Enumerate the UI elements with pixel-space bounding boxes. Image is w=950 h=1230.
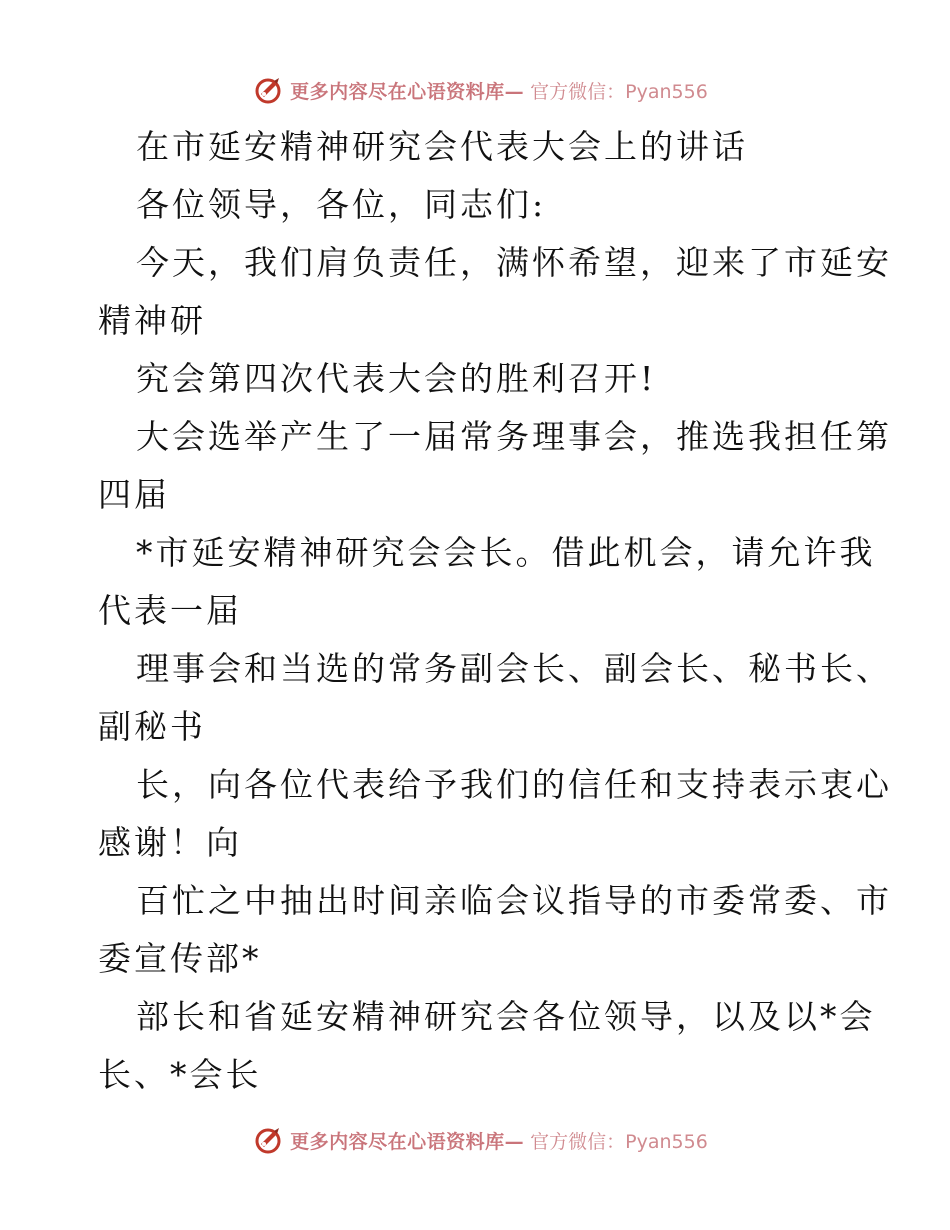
text-line: 代表一届 xyxy=(98,591,242,630)
header-banner xyxy=(0,70,950,110)
header-banner-contact: 官方微信：Pyan556 xyxy=(530,80,708,103)
brand-logo-icon xyxy=(252,74,284,106)
salutation: 各位领导，各位，同志们: xyxy=(136,185,547,224)
text-line: 委宣传部* xyxy=(98,939,262,978)
text-line: 长、*会长 xyxy=(98,1055,262,1094)
header-banner-text: 更多内容尽在心语资料库— xyxy=(290,80,525,103)
document-title: 在市延安精神研究会代表大会上的讲话 xyxy=(136,127,748,166)
text-line: 理事会和当选的常务副会长、副会长、秘书长、 xyxy=(136,649,892,688)
footer-banner-inner xyxy=(242,1124,708,1156)
footer-banner xyxy=(0,1120,950,1160)
text-line: 精神研 xyxy=(98,301,206,340)
text-line: *市延安精神研究会会长。借此机会，请允许我 xyxy=(136,533,876,572)
document-body xyxy=(98,118,892,1104)
text-line: 副秘书 xyxy=(98,707,206,746)
footer-banner-contact: 官方微信：Pyan556 xyxy=(530,1130,708,1153)
text-line: 究会第四次代表大会的胜利召开! xyxy=(136,359,657,398)
text-line: 长，向各位代表给予我们的信任和支持表示衷心 xyxy=(136,765,892,804)
text-line: 大会选举产生了一届常务理事会，推选我担任第 xyxy=(136,417,892,456)
text-line: 部长和省延安精神研究会各位领导，以及以*会 xyxy=(136,997,876,1036)
header-banner-inner xyxy=(242,74,708,106)
text-line: 四届 xyxy=(98,475,170,514)
text-line: 百忙之中抽出时间亲临会议指导的市委常委、市 xyxy=(136,881,892,920)
brand-logo-icon xyxy=(252,1124,284,1156)
text-line: 今天，我们肩负责任，满怀希望，迎来了市延安 xyxy=(136,243,892,282)
text-line: 感谢！向 xyxy=(98,823,242,862)
footer-banner-text: 更多内容尽在心语资料库— xyxy=(290,1130,525,1153)
